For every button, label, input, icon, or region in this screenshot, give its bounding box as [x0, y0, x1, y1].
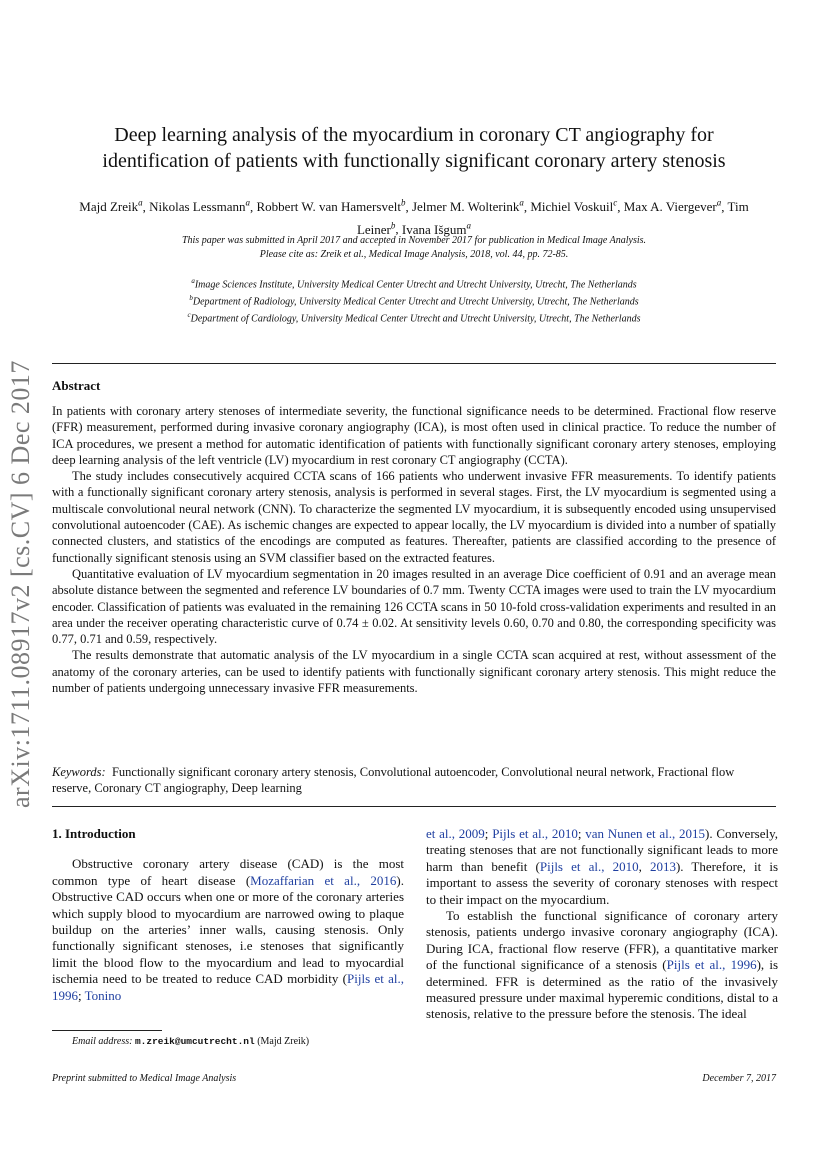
intro-paragraph: et al., 2009; Pijls et al., 2010; van Nunen et al., 2015). Conversely, treating stenoses that are not functionally significant leads to more harm than benefit (Pijls et al., 2010, 2013). Therefore, it is important to assess the severity of coronary stenoses with respect to their impact on the myocardium. [426, 826, 779, 907]
email-link[interactable]: m.zreik@umcutrecht.nl [134, 1036, 255, 1047]
paper-title: Deep learning analysis of the myocardium in coronary CT angiography for identification of patients with functionally significant coronary artery stenosis [102, 124, 726, 172]
abstract-heading: Abstract [52, 378, 101, 393]
citation-link[interactable]: Mozaffarian et al., 2016 [250, 872, 397, 888]
citation-link[interactable]: Tonino [84, 987, 122, 1003]
citation-link[interactable]: 2013 [649, 858, 676, 874]
citation-link[interactable]: et al., 2009 [426, 826, 485, 841]
submission-note [60, 234, 768, 262]
citation-link[interactable]: van Nunen et al., 2015 [585, 826, 706, 841]
abstract-paragraph: In patients with coronary artery stenoses of intermediate severity, the functional significance needs to be determined. Fractional flow reserve (FFR) measurement, performed during invasive coronary angiography (ICA), is most often used in clinical practice. To reduce the number of ICA procedures, we present a method for automatic identification of patients with functionally significant coronary artery stenoses, employing deep learning analysis of the left ventricle (LV) myocardium in rest coronary CT angiography (CCTA). [52, 404, 776, 467]
affiliations [60, 275, 768, 325]
intro-right-column [426, 826, 778, 1023]
bottom-divider [52, 806, 776, 807]
submission-note-line: This paper was submitted in April 2017 and accepted in November 2017 for publication in Medical Image Analysis. [181, 235, 647, 246]
author-name: Robbert W. van Hamersvelt$^b$ [256, 198, 406, 215]
author-name: Michiel Voskuil$^c$ [530, 198, 618, 215]
author-name: Max A. Viergever$^a$ [623, 198, 722, 215]
footer-date: December 7, 2017 [702, 1073, 776, 1084]
abstract-body [52, 403, 776, 696]
affiliation-c: $^c$Department of Cardiology, University Medical Center Utrecht and Utrecht University, Utrecht, The Netherlands [187, 310, 641, 324]
citation-note-line: Please cite as: Zreik et al., Medical Image Analysis, 2018, vol. 44, pp. 72-85. [259, 249, 569, 260]
footnote-email: Email address: m.zreik@umcutrecht.nl (Majd Zreik) [72, 1036, 310, 1047]
arxiv-watermark: arXiv:1711.08917v2 [cs.CV] 6 Dec 2017 [6, 360, 35, 808]
author-name: Tim Leiner$^b$ [356, 199, 749, 237]
author-name: Nikolas Lessmann$^a$ [149, 198, 251, 215]
author-list: Majd Zreik$^a$, Nikolas Lessmann$^a$, Robbert W. van Hamersvelt$^b$, Jelmer M. Wolterink$^a$, Michiel Voskuil$^c$, Max A. Viergever$^a$, Tim Leiner$^b$, Ivana Išgum$^a$ [79, 198, 749, 237]
keywords-text: Functionally significant coronary artery stenosis, Convolutional autoencoder, Convolutional neural network, Fractional flow reserve, Coronary CT angiography, Deep learning [52, 765, 735, 796]
top-divider [52, 363, 776, 364]
citation-link[interactable]: Pijls et al., 1996 [666, 957, 757, 973]
keywords [52, 764, 776, 797]
citation-link[interactable]: Pijls et al., 2010 [539, 858, 639, 874]
affiliation-a: $^a$Image Sciences Institute, University Medical Center Utrecht and Utrecht University, Utrecht, The Netherlands [191, 277, 637, 291]
intro-left-column [52, 826, 404, 1004]
footnote-divider [52, 1030, 162, 1031]
citation-link[interactable]: Pijls et al., 1996 [52, 971, 405, 1003]
author-name: Jelmer M. Wolterink$^a$ [411, 198, 524, 215]
author-name: Majd Zreik$^a$ [79, 198, 143, 215]
intro-paragraph: To establish the functional significance of coronary artery stenosis, patients undergo invasive coronary angiography (ICA). During ICA, fractional flow reserve (FFR), a quantitative marker of the functional significance of a stenosis (Pijls et al., 1996), is determined. FFR is determined as the ratio of the invasively measured pressure under maximal hyperemic conditions, distal to a stenosis, relative to the pressure before the stenosis. The ideal [426, 908, 779, 1022]
intro-paragraph: Obstructive coronary artery disease (CAD) is the most common type of heart disease (Mozaffarian et al., 2016). Obstructive CAD occurs when one or more of the coronary arteries which supply blood to myocardium are narrowed owing to plaque buildup on the arteries’ inner walls, causing stenosis. Only functionally significant stenoses, i.e stenoses that significantly limit the blood flow to the myocardium and lead to myocardial ischemia need to be treated to reduce CAD morbidity (Pijls et al., 1996; Tonino [52, 856, 405, 1003]
author-name: Ivana Išgum$^a$ [401, 220, 472, 237]
citation-link[interactable]: Pijls et al., 2010 [492, 826, 578, 841]
abstract-paragraph: The study includes consecutively acquired CCTA scans of 166 patients who underwent invasive FFR measurements. To identify patients with a functionally significant coronary artery stenosis, analysis is performed in several stages. First, the LV myocardium is segmented using a multiscale convolutional neural network (CNN). To characterize the segmented LV myocardium, it is subsequently encoded using unsupervised convolutional autoencoder (CAE). As ischemic changes are expected to appear locally, the LV myocardium is divided into a number of spatially connected clusters, and statistics of the encodings are computed as features. Thereafter, patients are classified according to the presence of functionally significant stenosis using an SVM classifier based on the extracted features. [52, 469, 776, 565]
affiliation-b: $^b$Department of Radiology, University Medical Center Utrecht and Utrecht University, Utrecht, The Netherlands [189, 293, 639, 308]
abstract-paragraph: Quantitative evaluation of LV myocardium segmentation in 20 images resulted in an average Dice coefficient of 0.91 and an average mean absolute distance between the segmented and reference LV boundaries of 0.7 mm. Twenty CCTA images were used to train the LV myocardium encoder. Classification of patients was evaluated in the remaining 126 CCTA scans in 50 10-fold cross-validation experiments and resulted in an area under the receiver operating characteristic curve of 0.74 ± 0.02. At sensitivity levels 0.60, 0.70 and 0.80, the corresponding specificity was 0.77, 0.71 and 0.59, respectively. [52, 566, 776, 647]
footer-journal: Preprint submitted to Medical Image Analysis [52, 1073, 237, 1084]
keywords-label: Keywords: [52, 765, 106, 779]
section-heading-introduction: 1. Introduction [52, 826, 136, 841]
abstract-paragraph: The results demonstrate that automatic analysis of the LV myocardium in a single CCTA scan acquired at rest, without assessment of the anatomy of the coronary arteries, can be used to identify patients with functionally significant coronary artery stenosis. This might reduce the number of patients undergoing unnecessary invasive FFR measurements. [52, 648, 776, 696]
